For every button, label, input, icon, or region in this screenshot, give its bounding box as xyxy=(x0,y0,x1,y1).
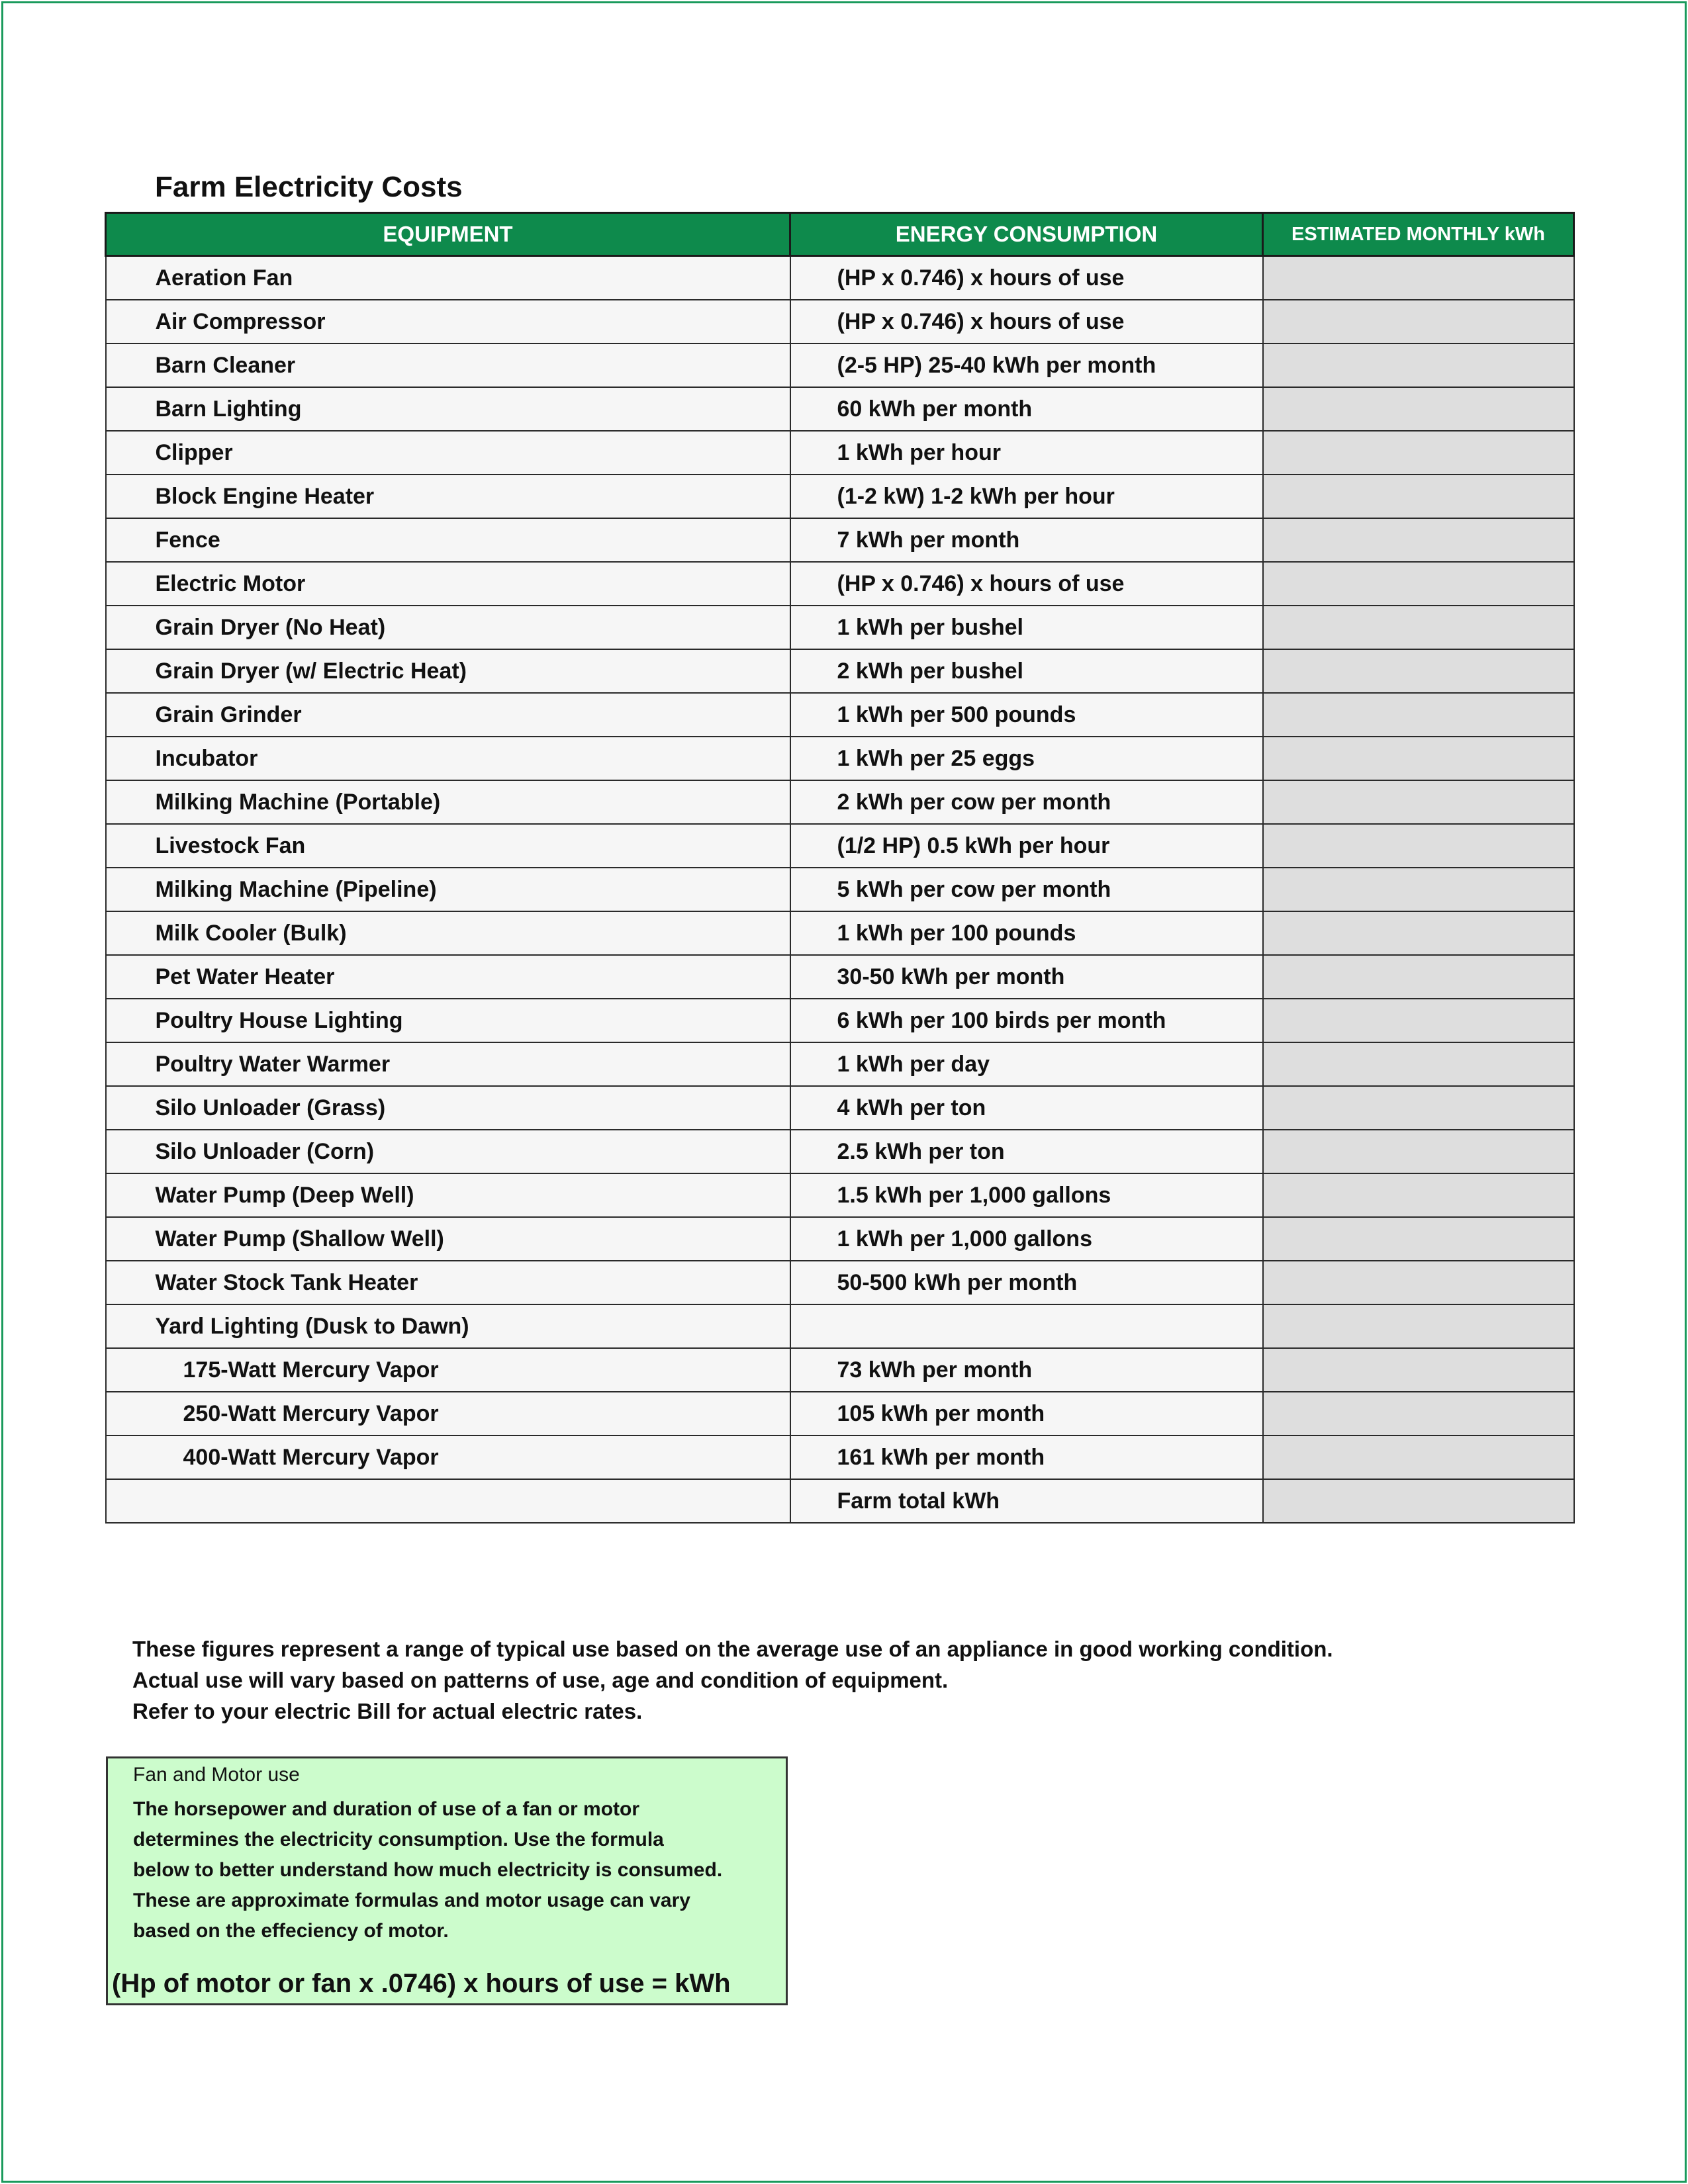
consumption-cell: 105 kWh per month xyxy=(790,1392,1263,1435)
estimated-kwh-input[interactable] xyxy=(1263,693,1574,737)
consumption-cell: 1 kWh per 1,000 gallons xyxy=(790,1217,1263,1261)
info-box-title: Fan and Motor use xyxy=(133,1764,300,1786)
electricity-table xyxy=(105,212,1575,1524)
consumption-cell: 6 kWh per 100 birds per month xyxy=(790,999,1263,1042)
equipment-cell: Milking Machine (Pipeline) xyxy=(106,868,790,911)
estimated-kwh-input[interactable] xyxy=(1263,911,1574,955)
table-row xyxy=(106,1173,1574,1217)
consumption-cell: 7 kWh per month xyxy=(790,518,1263,562)
equipment-cell: Water Pump (Deep Well) xyxy=(106,1173,790,1217)
consumption-cell: 161 kWh per month xyxy=(790,1435,1263,1479)
table-row xyxy=(106,1304,1574,1348)
equipment-cell: Grain Grinder xyxy=(106,693,790,737)
table-row xyxy=(106,911,1574,955)
estimated-kwh-input[interactable] xyxy=(1263,955,1574,999)
info-line: These are approximate formulas and motor usage can vary xyxy=(133,1889,690,1911)
info-line: based on the effeciency of motor. xyxy=(133,1920,449,1942)
estimated-kwh-input[interactable] xyxy=(1263,999,1574,1042)
consumption-cell: (HP x 0.746) x hours of use xyxy=(790,562,1263,606)
consumption-cell: 30-50 kWh per month xyxy=(790,955,1263,999)
equipment-cell: Grain Dryer (No Heat) xyxy=(106,606,790,649)
equipment-cell: Barn Cleaner xyxy=(106,343,790,387)
consumption-cell: 1.5 kWh per 1,000 gallons xyxy=(790,1173,1263,1217)
equipment-cell: Grain Dryer (w/ Electric Heat) xyxy=(106,649,790,693)
estimated-kwh-input[interactable] xyxy=(1263,256,1574,300)
table-row xyxy=(106,343,1574,387)
usage-notes xyxy=(132,1633,1333,1727)
equipment-cell: Silo Unloader (Corn) xyxy=(106,1130,790,1173)
table-row xyxy=(106,518,1574,562)
equipment-cell: Yard Lighting (Dusk to Dawn) xyxy=(106,1304,790,1348)
header-equipment: EQUIPMENT xyxy=(106,213,790,256)
table-row xyxy=(106,737,1574,780)
equipment-cell: Barn Lighting xyxy=(106,387,790,431)
table-row xyxy=(106,431,1574,475)
page-title: Farm Electricity Costs xyxy=(155,171,463,203)
estimated-kwh-input[interactable] xyxy=(1263,649,1574,693)
table-row xyxy=(106,256,1574,300)
header-energy-consumption: ENERGY CONSUMPTION xyxy=(790,213,1263,256)
equipment-cell: Block Engine Heater xyxy=(106,475,790,518)
consumption-cell: 1 kWh per hour xyxy=(790,431,1263,475)
consumption-cell: 4 kWh per ton xyxy=(790,1086,1263,1130)
consumption-cell: 1 kWh per 100 pounds xyxy=(790,911,1263,955)
consumption-cell: 2 kWh per bushel xyxy=(790,649,1263,693)
table-row xyxy=(106,1392,1574,1435)
table-row xyxy=(106,824,1574,868)
consumption-cell: 50-500 kWh per month xyxy=(790,1261,1263,1304)
consumption-cell xyxy=(790,1304,1263,1348)
table-row xyxy=(106,649,1574,693)
consumption-cell: 1 kWh per 500 pounds xyxy=(790,693,1263,737)
table-row xyxy=(106,999,1574,1042)
estimated-kwh-input[interactable] xyxy=(1263,1130,1574,1173)
table-row xyxy=(106,300,1574,343)
equipment-cell: Aeration Fan xyxy=(106,256,790,300)
table-row xyxy=(106,955,1574,999)
estimated-kwh-input[interactable] xyxy=(1263,1435,1574,1479)
farm-total-kwh-input[interactable] xyxy=(1263,1479,1574,1523)
estimated-kwh-input[interactable] xyxy=(1263,780,1574,824)
kwh-formula: (Hp of motor or fan x .0746) x hours of use = kWh xyxy=(112,1969,731,1998)
estimated-kwh-input[interactable] xyxy=(1263,606,1574,649)
info-line: The horsepower and duration of use of a fan or motor xyxy=(133,1798,640,1820)
consumption-cell: 5 kWh per cow per month xyxy=(790,868,1263,911)
table-row xyxy=(106,1348,1574,1392)
consumption-cell: 1 kWh per 25 eggs xyxy=(790,737,1263,780)
consumption-cell: 1 kWh per bushel xyxy=(790,606,1263,649)
estimated-kwh-input[interactable] xyxy=(1263,1217,1574,1261)
estimated-kwh-input[interactable] xyxy=(1263,387,1574,431)
estimated-kwh-input[interactable] xyxy=(1263,475,1574,518)
equipment-cell: Water Pump (Shallow Well) xyxy=(106,1217,790,1261)
consumption-cell: (HP x 0.746) x hours of use xyxy=(790,256,1263,300)
table-row xyxy=(106,562,1574,606)
estimated-kwh-input[interactable] xyxy=(1263,824,1574,868)
consumption-cell: 73 kWh per month xyxy=(790,1348,1263,1392)
note-line: These figures represent a range of typical use based on the average use of an appliance in good working condition. xyxy=(132,1637,1333,1661)
table-row xyxy=(106,868,1574,911)
header-estimated-monthly-kwh: ESTIMATED MONTHLY kWh xyxy=(1263,213,1574,256)
estimated-kwh-input[interactable] xyxy=(1263,868,1574,911)
table-header-row xyxy=(106,213,1574,256)
estimated-kwh-input[interactable] xyxy=(1263,1086,1574,1130)
equipment-cell: Incubator xyxy=(106,737,790,780)
estimated-kwh-input[interactable] xyxy=(1263,1261,1574,1304)
info-line: determines the electricity consumption. Use the formula xyxy=(133,1829,664,1850)
table-row xyxy=(106,1130,1574,1173)
estimated-kwh-input[interactable] xyxy=(1263,343,1574,387)
consumption-cell: (1/2 HP) 0.5 kWh per hour xyxy=(790,824,1263,868)
total-label: Farm total kWh xyxy=(790,1479,1263,1523)
table-row xyxy=(106,1261,1574,1304)
consumption-cell: (HP x 0.746) x hours of use xyxy=(790,300,1263,343)
equipment-cell: 175-Watt Mercury Vapor xyxy=(106,1348,790,1392)
consumption-cell: 60 kWh per month xyxy=(790,387,1263,431)
consumption-cell: 2 kWh per cow per month xyxy=(790,780,1263,824)
estimated-kwh-input[interactable] xyxy=(1263,1348,1574,1392)
equipment-cell: Milking Machine (Portable) xyxy=(106,780,790,824)
table-body xyxy=(106,256,1574,1524)
estimated-kwh-input[interactable] xyxy=(1263,300,1574,343)
equipment-cell: 250-Watt Mercury Vapor xyxy=(106,1392,790,1435)
consumption-cell: (2-5 HP) 25-40 kWh per month xyxy=(790,343,1263,387)
estimated-kwh-input[interactable] xyxy=(1263,1304,1574,1348)
equipment-cell: Electric Motor xyxy=(106,562,790,606)
estimated-kwh-input[interactable] xyxy=(1263,1042,1574,1086)
consumption-cell: 2.5 kWh per ton xyxy=(790,1130,1263,1173)
table-row xyxy=(106,606,1574,649)
table-row xyxy=(106,780,1574,824)
equipment-cell: Pet Water Heater xyxy=(106,955,790,999)
equipment-cell: Water Stock Tank Heater xyxy=(106,1261,790,1304)
estimated-kwh-input[interactable] xyxy=(1263,1173,1574,1217)
note-line: Refer to your electric Bill for actual electric rates. xyxy=(132,1699,643,1723)
fan-motor-info-box xyxy=(106,1756,788,2005)
equipment-cell: Clipper xyxy=(106,431,790,475)
table-row xyxy=(106,1435,1574,1479)
estimated-kwh-input[interactable] xyxy=(1263,1392,1574,1435)
total-row xyxy=(106,1479,1574,1523)
consumption-cell: 1 kWh per day xyxy=(790,1042,1263,1086)
table-row xyxy=(106,1086,1574,1130)
equipment-cell: Livestock Fan xyxy=(106,824,790,868)
info-box-body xyxy=(133,1794,722,1946)
equipment-cell: Air Compressor xyxy=(106,300,790,343)
note-line: Actual use will vary based on patterns of use, age and condition of equipment. xyxy=(132,1668,949,1692)
estimated-kwh-input[interactable] xyxy=(1263,562,1574,606)
estimated-kwh-input[interactable] xyxy=(1263,518,1574,562)
table-row xyxy=(106,693,1574,737)
table-row xyxy=(106,1042,1574,1086)
equipment-cell: Silo Unloader (Grass) xyxy=(106,1086,790,1130)
equipment-cell: Fence xyxy=(106,518,790,562)
table-row xyxy=(106,387,1574,431)
equipment-cell: Poultry House Lighting xyxy=(106,999,790,1042)
equipment-cell: Poultry Water Warmer xyxy=(106,1042,790,1086)
estimated-kwh-input[interactable] xyxy=(1263,737,1574,780)
estimated-kwh-input[interactable] xyxy=(1263,431,1574,475)
consumption-cell: (1-2 kW) 1-2 kWh per hour xyxy=(790,475,1263,518)
equipment-cell: Milk Cooler (Bulk) xyxy=(106,911,790,955)
equipment-cell: 400-Watt Mercury Vapor xyxy=(106,1435,790,1479)
table-row xyxy=(106,1217,1574,1261)
info-line: below to better understand how much electricity is consumed. xyxy=(133,1859,723,1881)
table-row xyxy=(106,475,1574,518)
total-empty-cell xyxy=(106,1479,790,1523)
